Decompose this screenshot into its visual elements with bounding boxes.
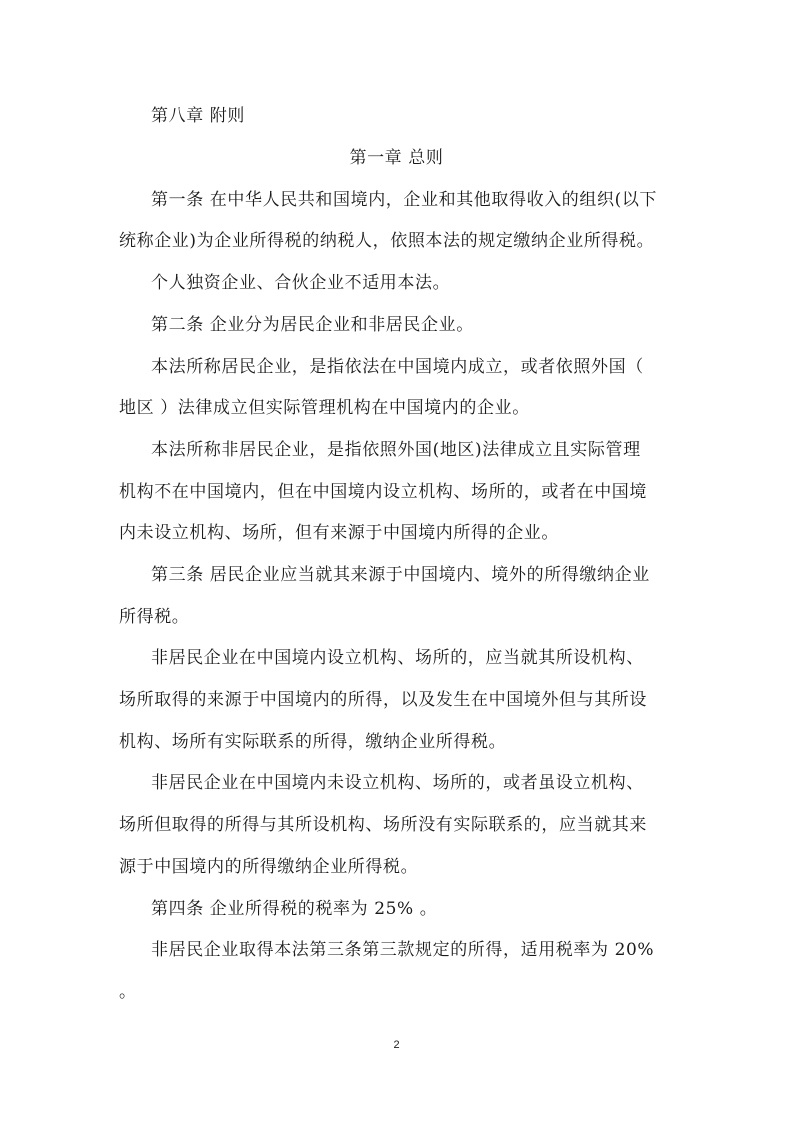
article-3-para-2-line-2: 场所取得的来源于中国境内的所得，以及发生在中国境外但与其所设 bbox=[119, 690, 647, 710]
article-3-para-3-line-3: 源于中国境内的所得缴纳企业所得税。 bbox=[119, 857, 419, 877]
article-2-para-3-line-1: 本法所称非居民企业，是指依照外国(地区)法律成立且实际管理 bbox=[151, 440, 641, 460]
article-3-para-3-line-1: 非居民企业在中国境内未设立机构、场所的，或者虽设立机构、 bbox=[151, 773, 644, 793]
article-3-line-2: 所得税。 bbox=[119, 607, 190, 627]
article-4-para-2-line-1: 非居民企业取得本法第三条第三款规定的所得，适用税率为 20% bbox=[151, 940, 655, 960]
article-1-para-2: 个人独资企业、合伙企业不适用本法。 bbox=[151, 273, 451, 293]
chapter-heading-1: 第一章 总则 bbox=[349, 148, 444, 168]
article-2-para-3-line-3: 内未设立机构、场所，但有来源于中国境内所得的企业。 bbox=[119, 523, 559, 543]
article-2-para-3-line-2: 机构不在中国境内，但在中国境内设立机构、场所的，或者在中国境 bbox=[119, 482, 647, 502]
article-3-line-1: 第三条 居民企业应当就其来源于中国境内、境外的所得缴纳企业 bbox=[151, 565, 650, 585]
article-2-line-1: 第二条 企业分为居民企业和非居民企业。 bbox=[151, 315, 474, 335]
page-number: 2 bbox=[393, 1039, 400, 1051]
article-2-para-2-line-1: 本法所称居民企业，是指依法在中国境内成立，或者依照外国（ bbox=[151, 357, 644, 377]
article-3-para-2-line-1: 非居民企业在中国境内设立机构、场所的，应当就其所设机构、 bbox=[151, 648, 644, 668]
article-4-line-1: 第四条 企业所得税的税率为 25% 。 bbox=[151, 899, 438, 919]
chapter-heading-8: 第八章 附则 bbox=[151, 106, 246, 126]
article-3-para-2-line-3: 机构、场所有实际联系的所得，缴纳企业所得税。 bbox=[119, 732, 507, 752]
article-1-line-1: 第一条 在中华人民共和国境内，企业和其他取得收入的组织(以下 bbox=[151, 190, 658, 210]
article-4-para-2-line-2: 。 bbox=[119, 982, 137, 1002]
article-3-para-3-line-2: 场所但取得的所得与其所设机构、场所没有实际联系的，应当就其来 bbox=[119, 815, 647, 835]
article-2-para-2-line-2: 地区 ）法律成立但实际管理机构在中国境内的企业。 bbox=[119, 398, 530, 418]
article-1-line-2: 统称企业)为企业所得税的纳税人，依照本法的规定缴纳企业所得税。 bbox=[119, 231, 655, 251]
